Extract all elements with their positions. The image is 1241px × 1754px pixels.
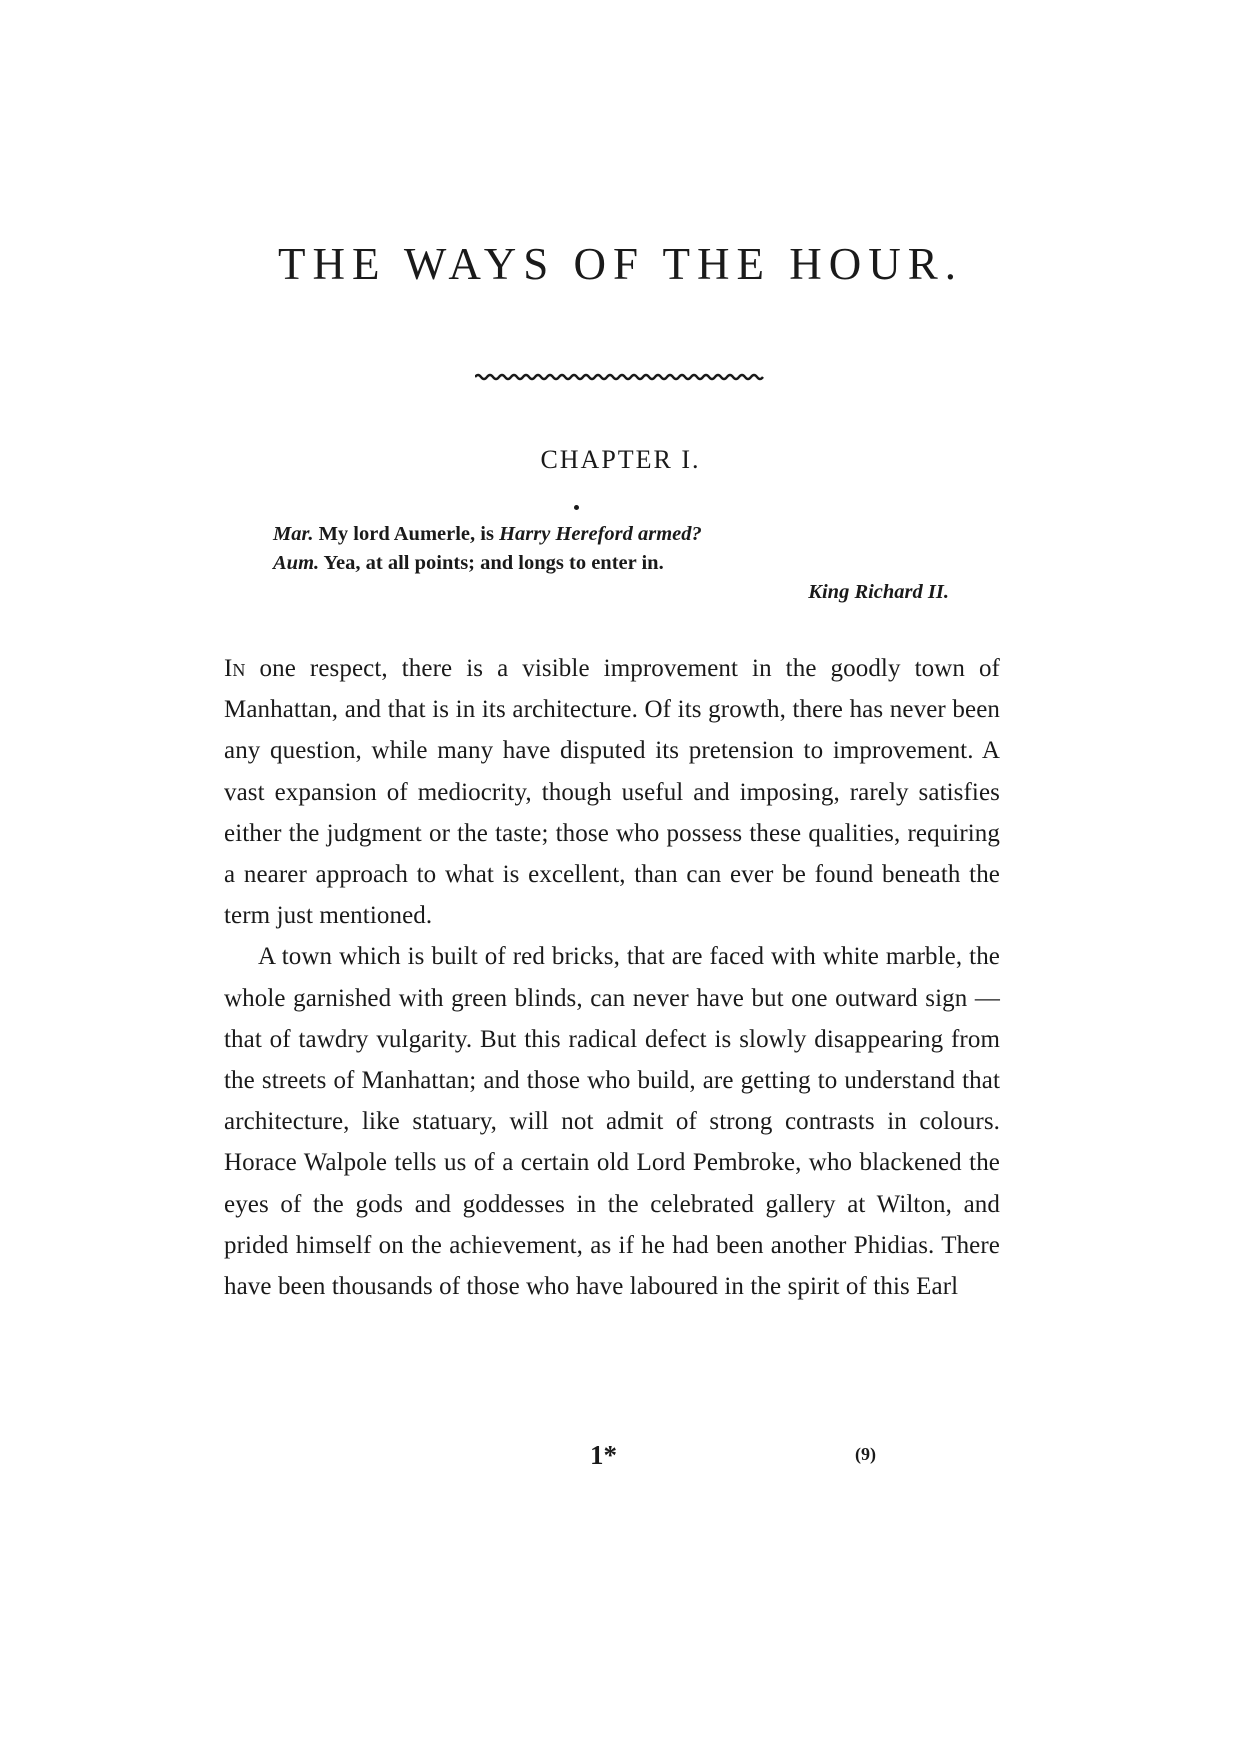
printer-dot <box>574 505 579 510</box>
epigraph-text: My lord Aumerle, is <box>313 523 500 545</box>
paragraph: A town which is built of red bricks, that are faced with white marble, the whole garnished with green blinds, can never have but one outward sign — that of tawdry vulgarity. But this radical defect is slowly disappearing from the streets of Manhattan; and those who build, are getting to understand that architecture, like statuary, will not admit of strong contrasts in colours. Horace Walpole tells us of a certain old Lord Pembroke, who blackened the eyes of the gods and goddesses in the celebrated gallery at Wilton, and prided himself on the achievement, as if he had been another Phidias. There have been thousands of those who have laboured in the spirit of this Earl <box>224 943 1000 1301</box>
paragraph-text: one respect, there is a visible improvement in the goodly town of Manhattan, and that is in its architecture. Of its growth, there has never been any question, while many have disputed its pretension to improvement. A vast expansion of mediocrity, though useful and imposing, rarely satisfies either the judgment or the taste; those who possess these qualities, requiring a nearer approach to what is excellent, than can ever be found beneath the term just mentioned. <box>224 655 1000 930</box>
paragraph <box>224 648 1000 936</box>
epigraph-text: Yea, at all points; and longs to enter in. <box>319 552 664 574</box>
epigraph-line <box>273 520 953 549</box>
page-footer <box>0 1440 1241 1480</box>
signature-mark: 1* <box>590 1440 617 1470</box>
book-title: THE WAYS OF THE HOUR. <box>278 239 963 289</box>
epigraph-line <box>273 549 953 578</box>
epigraph-text-italic: Harry Hereford armed? <box>499 523 702 545</box>
page-number: (9) <box>855 1444 876 1464</box>
body-text <box>224 648 1000 1307</box>
epigraph-source: King Richard II. <box>808 581 949 603</box>
chapter-heading: CHAPTER I. <box>540 445 701 474</box>
paragraph-opening: In <box>224 655 246 682</box>
ornamental-rule <box>475 372 765 382</box>
epigraph <box>273 520 953 607</box>
epigraph-speaker: Mar. <box>273 523 314 545</box>
epigraph-speaker: Aum. <box>273 552 320 574</box>
